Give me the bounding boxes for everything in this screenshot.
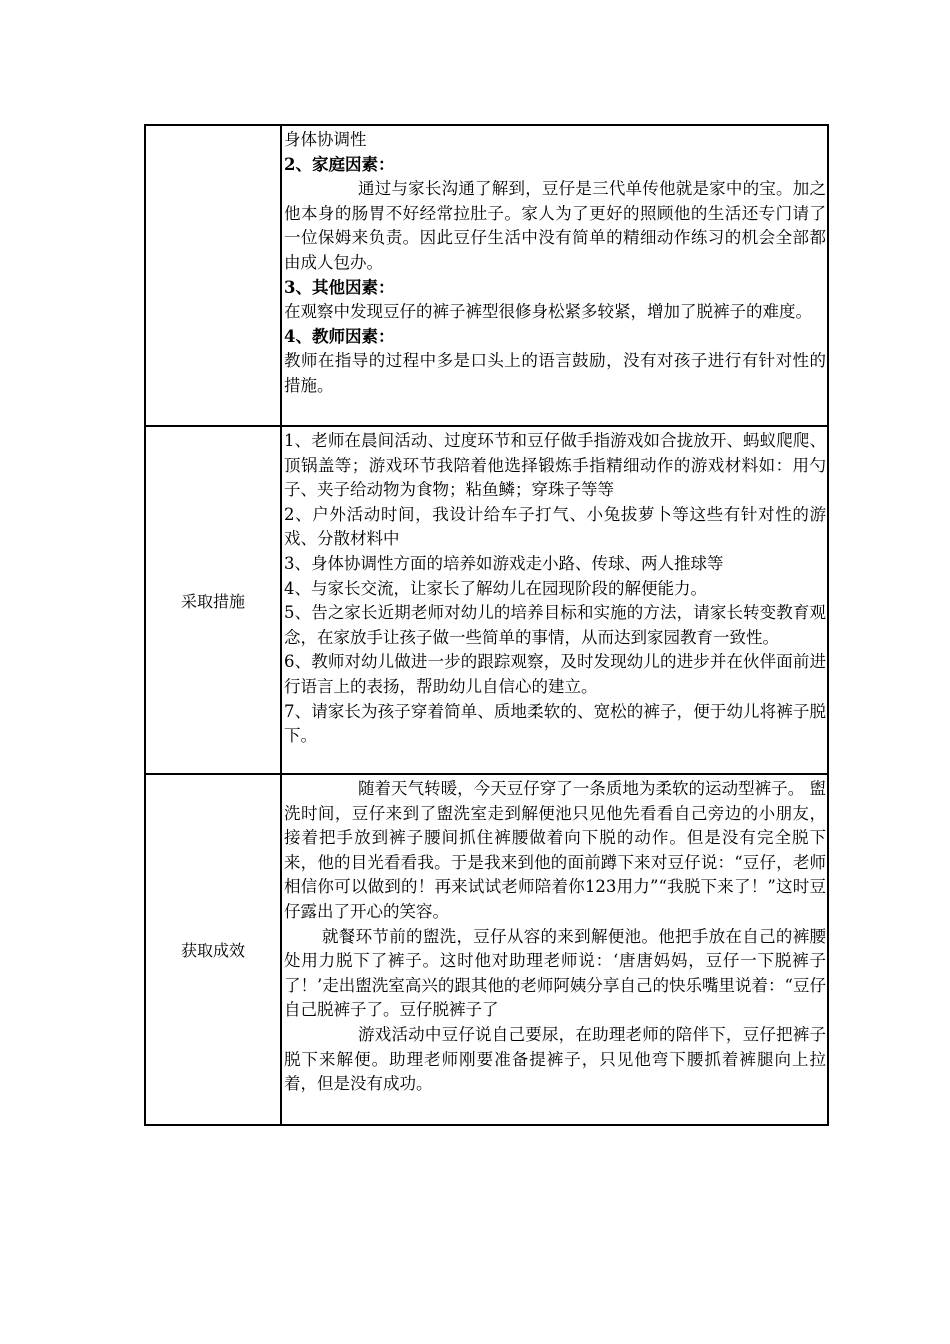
family-factor-heading: 2、家庭因素：: [284, 154, 395, 174]
row-label-results: 获取成效: [145, 774, 281, 1125]
causes-content: [281, 125, 828, 426]
results-content: [281, 774, 828, 1125]
list-item: 7、请家长为孩子穿着简单、质地柔软的、宽松的裤子，便于幼儿将裤子脱下。: [284, 701, 826, 746]
paragraph: 身体协调性: [284, 130, 367, 149]
row-label-measures: 采取措施: [145, 426, 281, 774]
row-label-empty: [145, 125, 281, 426]
list-item: 5、告之家长近期老师对幼儿的培养目标和实施的方法，请家长转变教育观念，在家放手让孩子做一些简单的事情，从而达到家园教育一致性。: [284, 603, 826, 647]
paragraph: 游戏活动中豆仔说自己要尿，在助理老师的陪伴下，豆仔把裤子脱下来解便。助理老师刚要准备提裤子，只见他弯下腰抓着裤腿向上拉着，但是没有成功。: [284, 1024, 826, 1094]
list-item: 4、与家长交流，让家长了解幼儿在园现阶段的解便能力。: [284, 578, 707, 598]
list-item: 1、老师在晨间活动、过度环节和豆仔做手指游戏如合拢放开、蚂蚁爬爬、顶锅盖等；游戏环节我陪着他选择锻炼手指精细动作的游戏材料如：用勺子、夹子给动物为食物；粘鱼鳞；穿珠子等等: [284, 431, 826, 500]
table-row-causes: [145, 125, 828, 426]
paragraph: 通过与家长沟通了解到，豆仔是三代单传他就是家中的宝。加之他本身的肠胃不好经常拉肚子。家人为了更好的照顾他的生活还专门请了一位保姆来负责。因此豆仔生活中没有简单的精细动作练习的机会全部都由成人包办。: [284, 179, 826, 272]
list-item: 2、户外活动时间，我设计给车子打气、小兔拔萝卜等这些有针对性的游戏、分散材料中: [284, 504, 826, 549]
table-row-results: [145, 774, 828, 1125]
measures-content: [281, 426, 828, 774]
list-item: 3、身体协调性方面的培养如游戏走小路、传球、两人推球等: [284, 553, 724, 573]
paragraph: 教师在指导的过程中多是口头上的语言鼓励，没有对孩子进行有针对性的措施。: [284, 351, 826, 395]
record-table: [144, 124, 829, 1126]
paragraph: 在观察中发现豆仔的裤子裤型很修身松紧多较紧，增加了脱裤子的难度。: [284, 302, 812, 322]
other-factor-heading: 3、其他因素：: [284, 277, 395, 297]
paragraph: 就餐环节前的盥洗，豆仔从容的来到解便池。他把手放在自己的裤腰处用力脱下了裤子。这时他对助理老师说：‘唐唐妈妈，豆仔一下脱裤子了！’走出盥洗室高兴的跟其他的老师阿姨分享自己的快乐嘴里说着：“豆仔自己脱裤子了。豆仔脱裤子了: [284, 926, 826, 1020]
paragraph: 随着天气转暖，今天豆仔穿了一条质地为柔软的运动型裤子。 盥洗时间，豆仔来到了盥洗室走到解便池只见他先看看自己旁边的小朋友，接着把手放到裤子腰间抓住裤腰做着向下脱的动作。但是没有完全脱下来，他的目光看看我。于是我来到他的面前蹲下来对豆仔说：“豆仔，老师相信你可以做到的！再来试试老师陪着你123用力”“我脱下来了！”这时豆仔露出了开心的笑容。: [284, 779, 826, 921]
table-row-measures: [145, 426, 828, 774]
list-item: 6、教师对幼儿做进一步的跟踪观察，及时发现幼儿的进步并在伙伴面前进行语言上的表扬，帮助幼儿自信心的建立。: [284, 652, 826, 696]
teacher-factor-heading: 4、教师因素：: [284, 326, 395, 346]
